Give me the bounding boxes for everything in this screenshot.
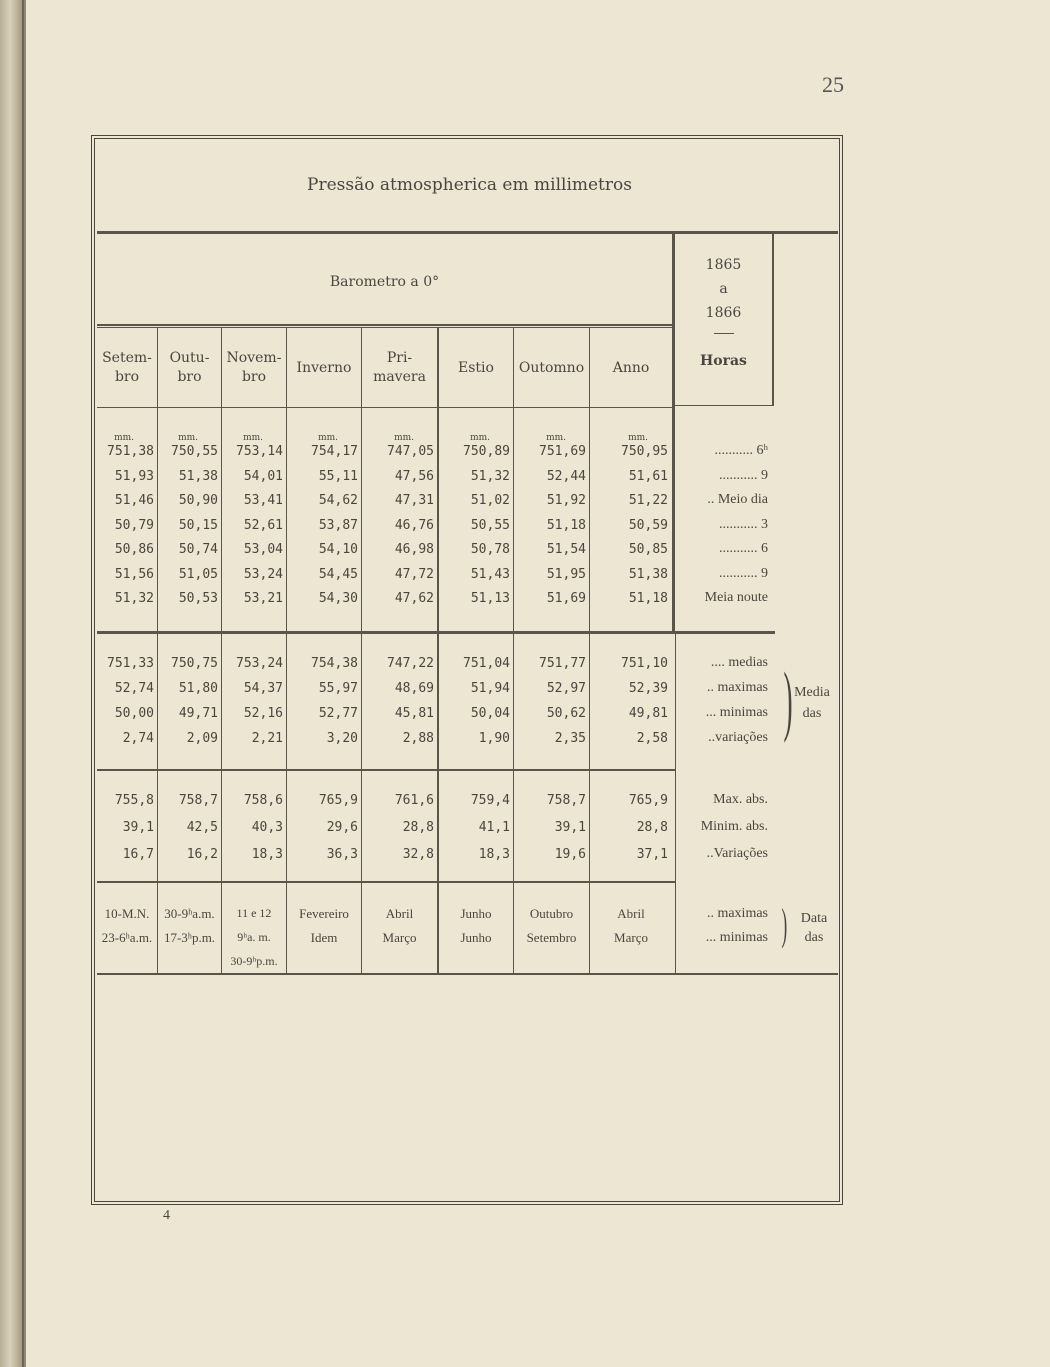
medias-cell: 2,58 xyxy=(636,731,668,746)
hourly-bottom xyxy=(97,631,775,634)
hourly-cell: 53,04 xyxy=(243,542,283,557)
unit-label: mm. xyxy=(114,433,134,443)
hourly-cell: 47,56 xyxy=(394,468,434,484)
hourly-cell: 747,05 xyxy=(387,444,434,459)
hourly-cell: 50,78 xyxy=(470,542,510,557)
medias-row-label: ... minimas xyxy=(705,705,768,720)
hourly-cell: 54,45 xyxy=(318,566,358,582)
hourly-cell: 51,54 xyxy=(546,542,586,557)
year-dash xyxy=(714,333,734,334)
hourly-row-label: Meia noute xyxy=(704,590,768,605)
datas-cell: 17-3ʰp.m. xyxy=(163,930,216,945)
hourly-cell: 46,76 xyxy=(394,517,434,533)
horas-bottom xyxy=(675,405,772,406)
absolutes-cell: 761,6 xyxy=(394,793,434,808)
hourly-cell: 50,86 xyxy=(114,542,154,557)
hourly-cell: 47,72 xyxy=(394,566,434,582)
medias-cell: 751,10 xyxy=(621,656,668,671)
medias-group-label-2: das xyxy=(802,706,822,721)
medias-cell: 2,35 xyxy=(554,731,586,746)
hourly-cell: 51,18 xyxy=(546,517,586,533)
absolutes-cell: 765,9 xyxy=(628,793,668,808)
hourly-row-label: ........... 3 xyxy=(719,516,768,532)
medias-cell: 3,20 xyxy=(326,731,358,746)
absolutes-cell: 28,8 xyxy=(636,820,668,835)
datas-cell: 23-6ʰa.m. xyxy=(101,930,153,945)
medias-cell: 50,00 xyxy=(114,706,154,721)
datas-bottom xyxy=(97,973,838,975)
unit-label: mm. xyxy=(628,433,648,443)
medias-row-label: .. maximas xyxy=(706,680,768,695)
unit-label: mm. xyxy=(394,433,414,443)
medias-cell: 751,77 xyxy=(539,656,586,671)
hourly-cell: 51,95 xyxy=(546,566,586,582)
medias-cell: 50,62 xyxy=(546,706,586,721)
medias-cell: 49,81 xyxy=(628,706,668,721)
year-connector: a xyxy=(719,280,728,297)
medias-cell: 50,04 xyxy=(470,706,510,721)
datas-group-label: Data xyxy=(800,911,828,926)
absolutes-cell: 36,3 xyxy=(326,847,358,862)
medias-cell: 2,74 xyxy=(122,731,154,746)
hourly-cell: 50,55 xyxy=(470,517,510,533)
hourly-cell: 51,56 xyxy=(114,566,154,582)
absolutes-cell: 758,6 xyxy=(243,793,283,808)
col-sep-4 xyxy=(361,327,362,973)
hourly-cell: 51,13 xyxy=(470,591,510,606)
datas-cell: Junho xyxy=(460,930,492,945)
unit-label: mm. xyxy=(470,433,490,443)
unit-label: mm. xyxy=(243,433,263,443)
years-right-line xyxy=(772,232,774,406)
medias-cell: 52,77 xyxy=(318,706,358,721)
hourly-cell: 53,41 xyxy=(243,493,283,508)
medias-row-label: ..variações xyxy=(708,730,768,745)
col-sep-2 xyxy=(221,327,222,973)
hourly-cell: 751,69 xyxy=(539,444,586,459)
datas-cell: Setembro xyxy=(526,930,577,945)
datas-cell: Junho xyxy=(460,906,492,921)
hourly-cell: 751,38 xyxy=(107,444,154,459)
year-end: 1866 xyxy=(705,304,742,321)
barometer-header: Barometro a 0° xyxy=(329,273,440,290)
hourly-cell: 50,15 xyxy=(178,517,218,533)
unit-label: mm. xyxy=(546,433,566,443)
hourly-cell: 55,11 xyxy=(318,468,358,484)
datas-cell: Março xyxy=(382,930,417,945)
unit-label: mm. xyxy=(178,433,198,443)
hourly-cell: 51,43 xyxy=(470,566,510,582)
col-header-outomno: Outomno xyxy=(518,359,585,376)
hourly-cell: 50,79 xyxy=(114,517,154,533)
absolutes-cell: 758,7 xyxy=(178,793,218,808)
datas-group-label-2: das xyxy=(804,930,824,945)
datas-cell: 30-9ʰa.m. xyxy=(164,906,215,921)
hourly-cell: 51,02 xyxy=(470,493,510,508)
absolutes-cell: 41,1 xyxy=(478,820,510,835)
medias-cell: 51,94 xyxy=(470,681,510,696)
unit-label: mm. xyxy=(318,433,338,443)
absolutes-row-label: ..Variações xyxy=(706,846,768,861)
hourly-cell: 750,95 xyxy=(621,444,668,459)
absolutes-cell: 755,8 xyxy=(114,793,154,808)
title-divider xyxy=(97,231,838,234)
hourly-cell: 51,38 xyxy=(628,566,668,582)
hourly-cell: 52,61 xyxy=(243,517,283,533)
medias-cell: 2,21 xyxy=(251,731,283,746)
hourly-cell: 750,89 xyxy=(463,444,510,459)
hourly-cell: 750,55 xyxy=(171,444,218,459)
medias-cell: 49,71 xyxy=(178,706,218,721)
page-number: 25 xyxy=(822,72,844,97)
datas-cell: 10-M.N. xyxy=(104,906,150,921)
col-sep-1 xyxy=(157,327,158,973)
hourly-cell: 51,38 xyxy=(178,468,218,484)
hourly-cell: 51,32 xyxy=(470,468,510,484)
barometer-divider xyxy=(97,324,672,326)
absolutes-cell: 37,1 xyxy=(636,847,668,862)
absolutes-cell: 29,6 xyxy=(326,820,358,835)
horas-label: Horas xyxy=(700,352,747,369)
hourly-cell: 753,14 xyxy=(236,444,283,459)
header-bottom xyxy=(97,407,672,408)
col-sep-3 xyxy=(286,327,287,973)
hourly-cell: 47,31 xyxy=(394,493,434,508)
hourly-cell: 54,01 xyxy=(243,468,283,484)
col-header-estio: Estio xyxy=(458,359,494,376)
hourly-cell: 53,21 xyxy=(243,591,283,606)
medias-cell: 51,80 xyxy=(178,681,218,696)
barometer-divider-2 xyxy=(97,327,672,328)
labels-sep xyxy=(675,634,676,974)
hourly-cell: 50,53 xyxy=(178,591,218,606)
hourly-row-label: ........... 6 xyxy=(719,541,768,556)
col-header-primavera: Pri- mavera xyxy=(373,350,426,385)
datas-brace: ) xyxy=(781,900,788,949)
col-header-outubro: Outu- bro xyxy=(169,350,210,385)
medias-cell: 747,22 xyxy=(387,656,434,671)
absolutes-cell: 18,3 xyxy=(251,847,283,862)
medias-cell: 45,81 xyxy=(394,706,434,721)
medias-cell: 751,33 xyxy=(107,656,154,671)
hourly-cell: 51,69 xyxy=(546,591,586,606)
medias-cell: 55,97 xyxy=(318,681,358,696)
datas-cell: Abril xyxy=(385,906,414,921)
datas-row-label: ... minimas xyxy=(705,930,768,945)
hourly-cell: 51,46 xyxy=(114,493,154,508)
hourly-cell: 54,10 xyxy=(318,542,358,557)
hourly-cell: 54,62 xyxy=(318,493,358,508)
hourly-cell: 53,24 xyxy=(243,566,283,582)
hourly-cell: 51,05 xyxy=(178,566,218,582)
hourly-cell: 50,59 xyxy=(628,517,668,533)
footer-number: 4 xyxy=(163,1208,170,1223)
absolutes-cell: 28,8 xyxy=(402,820,434,835)
hourly-cell: 46,98 xyxy=(394,542,434,557)
datas-cell: Março xyxy=(614,930,648,945)
hourly-cell: 51,61 xyxy=(628,468,668,484)
medias-brace: ) xyxy=(783,656,793,743)
absolutes-cell: 16,7 xyxy=(122,847,154,862)
datas-cell: Abril xyxy=(617,906,645,921)
absolutes-cell: 19,6 xyxy=(554,847,586,862)
absolutes-cell: 40,3 xyxy=(251,820,283,835)
datas-row-label: .. maximas xyxy=(706,906,768,921)
medias-cell: 2,09 xyxy=(186,731,218,746)
hourly-row-label: ........... 6ʰ xyxy=(714,443,768,458)
col-header-anno: Anno xyxy=(612,359,650,376)
hourly-cell: 754,17 xyxy=(311,444,358,459)
absolutes-row-label: Minim. abs. xyxy=(700,819,768,834)
datas-cell: 30-9ʰp.m. xyxy=(230,954,278,968)
absolutes-cell: 39,1 xyxy=(122,820,154,835)
hourly-cell: 52,44 xyxy=(546,468,586,484)
medias-cell: 52,39 xyxy=(628,681,668,696)
absolutes-row-label: Max. abs. xyxy=(713,792,768,807)
col-header-novembro: Novem- bro xyxy=(226,350,282,385)
datas-cell: Idem xyxy=(310,930,338,945)
col-sep-5 xyxy=(437,327,439,973)
medias-cell: 754,38 xyxy=(311,656,358,671)
absolutes-cell: 39,1 xyxy=(554,820,586,835)
medias-cell: 2,88 xyxy=(402,731,434,746)
absolutes-cell: 42,5 xyxy=(186,820,218,835)
medias-cell: 751,04 xyxy=(463,656,510,671)
hourly-cell: 53,87 xyxy=(318,517,358,533)
hourly-row-label: ........... 9 xyxy=(719,467,768,483)
col-sep-6 xyxy=(513,327,514,973)
col-header-inverno: Inverno xyxy=(296,359,352,376)
hourly-cell: 54,30 xyxy=(318,591,358,606)
absolutes-cell: 16,2 xyxy=(186,847,218,862)
medias-group-label: Media xyxy=(794,685,830,700)
hourly-cell: 51,18 xyxy=(628,591,668,606)
absolutes-cell: 32,8 xyxy=(402,847,434,862)
medias-cell: 52,16 xyxy=(243,706,283,721)
medias-cell: 48,69 xyxy=(394,681,434,696)
table-title: Pressão atmospherica em millimetros xyxy=(307,175,632,195)
medias-cell: 52,74 xyxy=(114,681,154,696)
spine-edge xyxy=(22,0,24,1367)
hourly-cell: 50,74 xyxy=(178,542,218,557)
datas-cell: Outubro xyxy=(529,906,574,921)
year-start: 1865 xyxy=(705,256,742,273)
hourly-cell: 51,22 xyxy=(628,493,668,508)
hourly-cell: 50,85 xyxy=(628,542,668,557)
medias-cell: 750,75 xyxy=(171,656,218,671)
col-header-setembro: Setem- bro xyxy=(102,350,152,385)
absolutes-cell: 758,7 xyxy=(546,793,586,808)
medias-cell: 52,97 xyxy=(546,681,586,696)
medias-cell: 1,90 xyxy=(478,731,510,746)
hourly-row-label: ........... 9 xyxy=(719,565,768,581)
absolutes-cell: 18,3 xyxy=(478,847,510,862)
hourly-cell: 47,62 xyxy=(394,591,434,606)
medias-cell: 54,37 xyxy=(243,681,283,696)
medias-cell: 753,24 xyxy=(236,656,283,671)
datas-cell: 11 e 12 xyxy=(236,906,272,920)
datas-cell: Fevereiro xyxy=(299,906,349,921)
absolutes-cell: 759,4 xyxy=(470,793,510,808)
absolutes-cell: 765,9 xyxy=(318,793,358,808)
col-sep-7 xyxy=(589,327,590,973)
hourly-cell: 50,90 xyxy=(178,493,218,508)
hourly-cell: 51,32 xyxy=(114,591,154,606)
hourly-cell: 51,93 xyxy=(114,468,154,484)
hourly-row-label: .. Meio dia xyxy=(707,492,768,507)
hourly-cell: 51,92 xyxy=(546,493,586,508)
medias-row-label: .... medias xyxy=(710,655,768,670)
datas-cell: 9ʰa. m. xyxy=(237,930,271,944)
